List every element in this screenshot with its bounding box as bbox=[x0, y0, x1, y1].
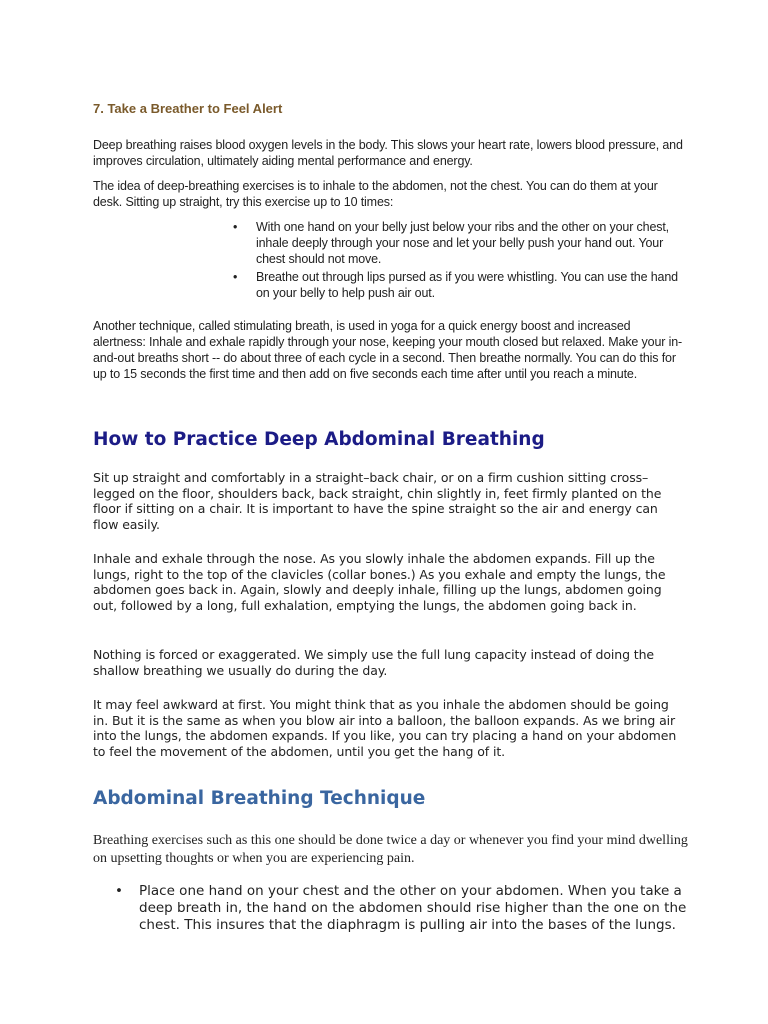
list-item bbox=[230, 219, 685, 267]
technique-bullet-list bbox=[115, 883, 690, 934]
list-item bbox=[115, 883, 690, 934]
bullet-icon: • bbox=[233, 270, 238, 284]
paragraph-feel-awkward: It may feel awkward at first. You might think that as you inhale the abdomen should be going in. But it is the same as when you blow air into a balloon, the balloon expands. As we bring air into the lungs, the abdomen expands. If you like, you can try placing a hand on your abdomen to feel the movement of the abdomen, until you get the hang of it. bbox=[93, 697, 677, 759]
paragraph-breathing-exercises-intro: Breathing exercises such as this one should be done twice a day or whenever you find your mind dwelling on upsetting thoughts or when you are experiencing pain. bbox=[93, 833, 688, 866]
paragraph-sit-up-straight: Sit up straight and comfortably in a straight–back chair, or on a firm cushion sitting cross–legged on the floor, shoulders back, back straight, chin slightly in, feet firmly planted on the floor if sitting on a chair. It is important to have the spine straight so the air and energy can flow easily. bbox=[93, 470, 662, 532]
list-item bbox=[230, 269, 685, 301]
paragraph-nothing-forced: Nothing is forced or exaggerated. We simply use the full lung capacity instead of doing the shallow breathing we usually do during the day. bbox=[93, 647, 655, 678]
bullet-icon: • bbox=[115, 883, 123, 899]
paragraph-inhale-exhale: Inhale and exhale through the nose. As you slowly inhale the abdomen expands. Fill up the lungs, right to the top of the clavicles (collar bones.) As you exhale and empty the lungs, the abdomen goes back in. Again, slowly and deeply inhale, filling up the lungs, abdomen going out, followed by a long, full exhalation, emptying the lungs, the abdomen going back in. bbox=[93, 551, 666, 613]
exercise-bullet-list bbox=[230, 219, 685, 303]
list-item-text: With one hand on your belly just below your ribs and the other on your chest, inhale deeply through your nose and let your belly push your hand out. Your chest should not move. bbox=[256, 220, 669, 266]
paragraph-deep-breathing-benefits: Deep breathing raises blood oxygen levels in the body. This slows your heart rate, lowers blood pressure, and improves circulation, ultimately aiding mental performance and energy. bbox=[93, 138, 683, 168]
heading-deep-abdominal-breathing: How to Practice Deep Abdominal Breathing bbox=[93, 429, 545, 450]
bullet-icon: • bbox=[233, 220, 238, 234]
list-item-text: Place one hand on your chest and the other on your abdomen. When you take a deep breath in, the hand on the abdomen should rise higher than the one on the chest. This insures that the diaphragm is pulling air into the bases of the lungs. bbox=[139, 883, 687, 933]
heading-abdominal-breathing-technique: Abdominal Breathing Technique bbox=[93, 788, 426, 809]
section-title-take-a-breather: 7. Take a Breather to Feel Alert bbox=[93, 101, 283, 116]
list-item-text: Breathe out through lips pursed as if you were whistling. You can use the hand on your belly to help push air out. bbox=[256, 270, 678, 300]
paragraph-deep-breathing-idea: The idea of deep-breathing exercises is to inhale to the abdomen, not the chest. You can do them at your desk. Sitting up straight, try this exercise up to 10 times: bbox=[93, 179, 658, 209]
paragraph-stimulating-breath: Another technique, called stimulating breath, is used in yoga for a quick energy boost and increased alertness: Inhale and exhale rapidly through your nose, keeping your mouth closed but relaxed. Make your in-and-out breaths short -- do about three of each cycle in a second. Then breathe normally. You can do this for up to 15 seconds the first time and then add on five seconds each time after until you reach a minute. bbox=[93, 319, 683, 381]
